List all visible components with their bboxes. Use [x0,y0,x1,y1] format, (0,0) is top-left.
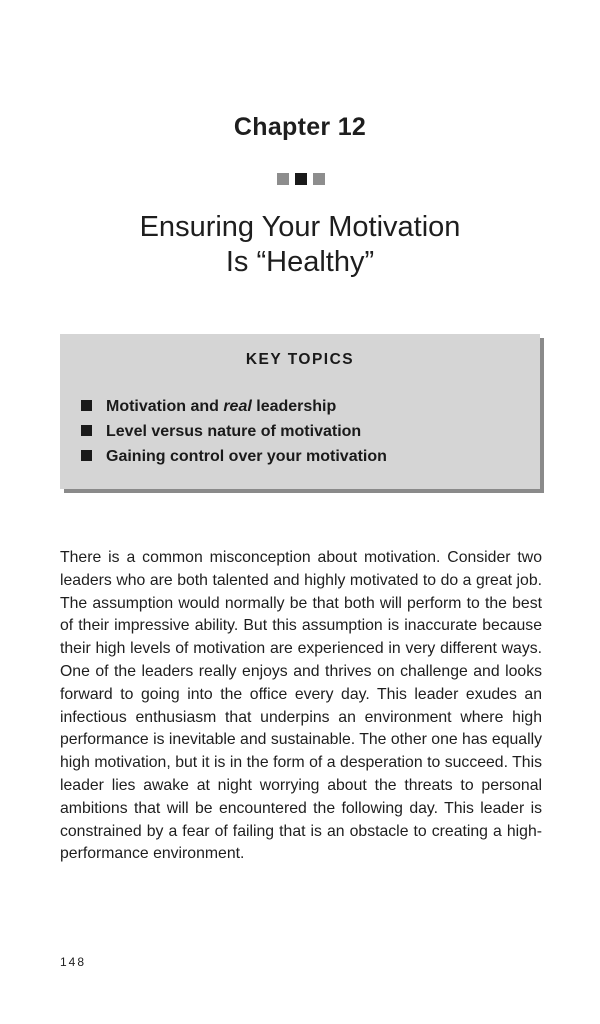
square-bullet-icon [81,450,92,461]
key-topics-box [60,334,540,489]
chapter-title-line-2: Is “Healthy” [225,246,375,278]
chapter-title [0,210,600,280]
square-bullet-icon [81,425,92,436]
chapter-ornament [277,173,325,185]
key-topic-item [80,423,520,448]
body-paragraph: There is a common misconception about motivation. Consider two leaders who are both talented and highly motivated to do a great job. The assumption would normally be that both will perform to the best of their impressive ability. But this assumption is inaccurate because their high levels of motivation are experienced in very different ways. One of the leaders really enjoys and thrives on challenge and looks forward to going into the office every day. This leader exudes an infectious enthusiasm that underpins an environment where high performance is inevitable and sustainable. The other one has equally high motivation, but it is in the form of a desperation to succeed. This leader lies awake at night worrying about the threats to personal ambitions that will be encountered the following day. This leader is constrained by a fear of failing that is an obstacle to creating a high-performance environment. [60,549,542,863]
page-number: 148 [60,955,87,969]
ornament-square-center [295,173,307,185]
key-topic-text: Gaining control over your motivation [106,448,387,465]
key-topic-text: Motivation and [106,398,224,415]
chapter-title-line-1: Ensuring Your Motivation [139,211,461,243]
chapter-label: Chapter 12 [233,113,367,141]
key-topics-heading: KEY TOPICS [245,351,355,368]
key-topic-item [80,398,520,423]
key-topics-list [80,398,520,473]
key-topic-text: Level versus nature of motivation [106,423,362,440]
key-topic-text-end: leadership [251,398,337,415]
key-topic-item [80,448,520,473]
ornament-square-left [277,173,289,185]
key-topic-emphasis: real [223,398,252,415]
square-bullet-icon [81,400,92,411]
ornament-square-right [313,173,325,185]
